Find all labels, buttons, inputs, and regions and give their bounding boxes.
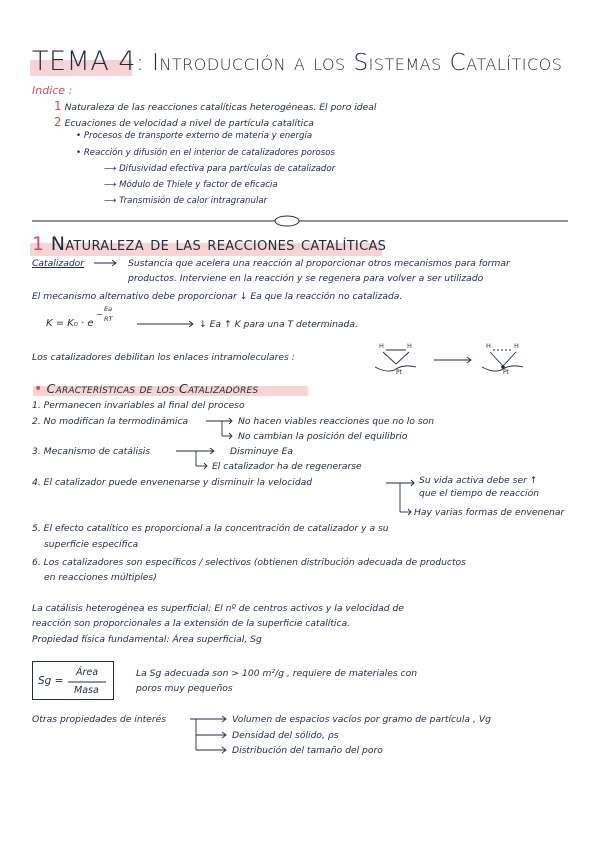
mecanismo-text: El mecanismo alternativo debe proporcionar ↓ Ea que la reacción no catalizada. (32, 291, 403, 302)
sg-lhs: Sg = (38, 675, 64, 687)
molecule-diagram-1 (375, 350, 416, 371)
eq-result: ↓ Ea ↑ K para una T determinada. (199, 319, 358, 330)
car-4: 4. El catalizador puede envenenarse y disminuir la velocidad (32, 477, 313, 488)
indice-item-2: 2 Ecuaciones de velocidad a nivel de partícula catalítica (54, 115, 314, 129)
molecule-diagram-2 (482, 350, 523, 371)
mol-h-1: H (379, 342, 384, 350)
sg-den: Masa (74, 685, 99, 696)
car-5-1: 5. El efecto catalítico es proporcional a la concentración de catalizador y a su (32, 523, 389, 534)
car-2b: No cambian la posición del equilibrio (238, 431, 408, 442)
car-3: 3. Mecanismo de catálisis (32, 446, 151, 457)
car-6-1: 6. Los catalizadores son específicos / selectivos (obtienen distribución adecuada de productos (32, 557, 466, 568)
catalizador-def-2: productos. Interviene en la reacción y se regenera para volver a ser utilizado (128, 273, 484, 284)
indice-item-1: 1 Naturaleza de las reacciones catalíticas heterogéneas. El poro ideal (54, 99, 377, 113)
car-1: 1. Permanecen invariables al final del proceso (32, 400, 245, 411)
indice-arrow-3: ⟶ Transmisión de calor intragranular (104, 196, 268, 206)
eq-exponent-sign: − (96, 310, 103, 319)
debilitan-text: Los catalizadores debilitan los enlaces intramoleculares : (32, 352, 295, 363)
otras-propiedades: Otras propiedades de interés (32, 714, 167, 725)
sg-note-2: poros muy pequeños (136, 683, 233, 694)
otras-1: Volumen de espacios vacíos por gramo de partícula , Vg (232, 714, 491, 725)
car-4b: Hay varias formas de envenenar (414, 507, 565, 518)
section1-title: 1 Naturaleza de las reacciones catalíticas (32, 233, 387, 255)
superficie-p1-2: reacción son proporcionales a la extensión de la superficie catalítica. (32, 618, 351, 629)
indice-arrow-1: ⟶ Difusividad efectiva para partículas de catalizador (104, 164, 336, 174)
mol-h-4: H (514, 342, 519, 350)
car-3b: El catalizador ha de regenerarse (212, 461, 362, 472)
eq-exponent-num: Ea (104, 305, 113, 313)
propiedad-fundamental: Propiedad física fundamental: Área superficial, Sg (32, 634, 262, 645)
mol-h-2: H (407, 342, 412, 350)
divider-ornament (275, 216, 299, 226)
indice-arrow-2: ⟶ Módulo de Thiele y factor de eficacia (104, 180, 278, 190)
page-title: TEMA 4: Introducción a los Sistemas Catalíticos (32, 46, 563, 77)
car-2a: No hacen viables reacciones que no lo son (238, 416, 435, 427)
arrhenius-equation: K = K₀ · e (46, 318, 94, 329)
indice-bullet-2: • Reacción y difusión en el interior de catalizadores porosos (76, 148, 335, 158)
car-5-2: superficie específica (44, 539, 139, 550)
car-4a-2: que el tiempo de reacción (419, 488, 540, 499)
indice-label: Indice : (32, 84, 73, 97)
caracteristicas-title: • Características de los Catalizadores (34, 381, 259, 397)
car-6-2: en reacciones múltiples) (44, 572, 157, 583)
mol-pt-1: Pt (396, 369, 402, 376)
sg-note-1: La Sg adecuada son > 100 m²/g , requiere de materiales con (136, 668, 418, 679)
superficie-p1-1: La catálisis heterogénea es superficial: El nº de centros activos y la velocidad de (32, 603, 404, 614)
car-3a: Disminuye Ea (230, 446, 294, 457)
eq-exponent-den: RT (104, 315, 113, 323)
catalizador-def-1: Sustancia que acelera una reacción al proporcionar otros mecanismos para formar (128, 258, 510, 269)
car-4a-1: Su vida activa debe ser ↑ (419, 475, 538, 486)
catalizador-label: Catalizador (32, 258, 85, 269)
mol-h-3: H (486, 342, 491, 350)
sg-num: Área (76, 667, 99, 678)
otras-3: Distribución del tamaño del poro (232, 745, 383, 756)
otras-2: Densidad del sólido, ρs (232, 730, 339, 741)
indice-bullet-1: • Procesos de transporte externo de materia y energía (76, 131, 313, 141)
mol-pt-2: Pt (503, 369, 509, 376)
car-2: 2. No modifican la termodinámica (32, 416, 189, 427)
